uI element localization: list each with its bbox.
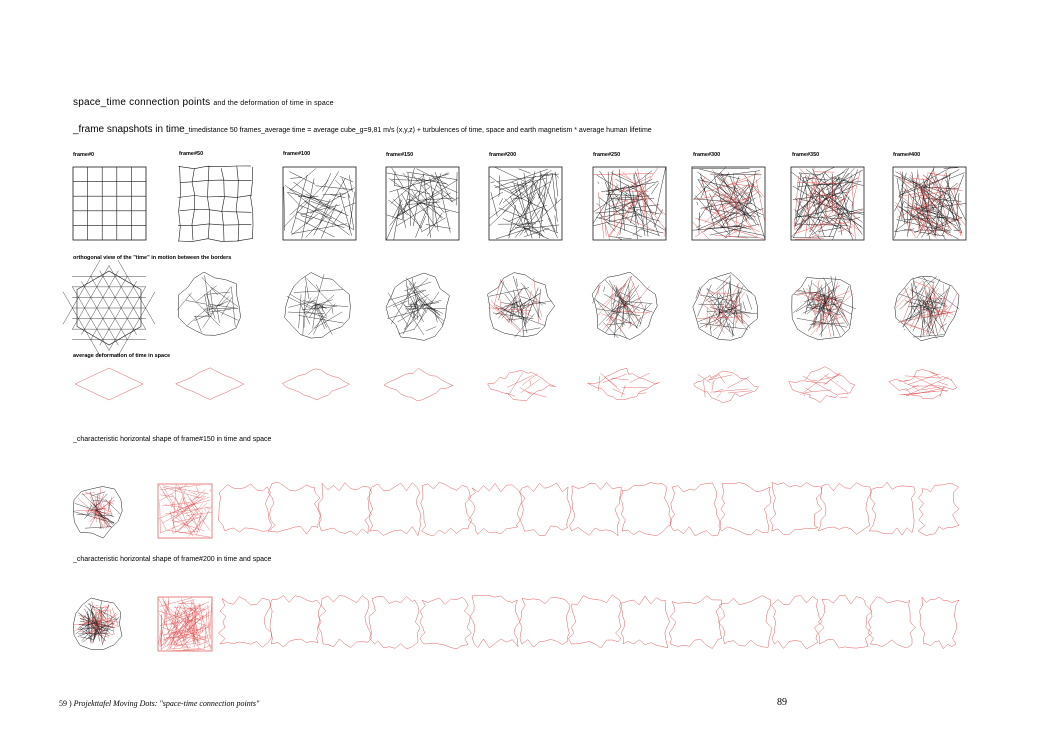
deformation-shape-2 bbox=[282, 369, 349, 400]
frame-snapshot-1 bbox=[178, 166, 253, 242]
caption-text: Projekttafel Moving Dots: "space-time connection points" bbox=[73, 699, 260, 708]
orthogonal-view-4 bbox=[488, 273, 555, 338]
frame-label-0: frame#0 bbox=[73, 152, 95, 158]
subtitle-sub: _timedistance 50 frames_average time = average cube_g=9,81 m/s (x,y,z) + turbulences of time, space and earth magnetism * average human lifetime bbox=[184, 127, 652, 134]
frame-label-7: frame#350 bbox=[792, 152, 820, 158]
orthogonal-view-3 bbox=[386, 273, 450, 340]
section-label-frame200: _characteristic horizontal shape of frame#200 in time and space bbox=[73, 556, 272, 563]
section-1-globe bbox=[73, 487, 122, 539]
frame-label-3: frame#150 bbox=[386, 152, 414, 158]
caption-number: 59 ) bbox=[59, 699, 72, 708]
deformation-shape-6 bbox=[694, 371, 759, 403]
section-label-frame150: _characteristic horizontal shape of frame#150 in time and space bbox=[73, 436, 272, 443]
frame-snapshot-8 bbox=[893, 167, 966, 240]
page-number: 89 bbox=[777, 697, 787, 708]
section-1-red-square bbox=[158, 484, 212, 538]
frame-snapshot-2 bbox=[283, 167, 356, 240]
frame-snapshot-7 bbox=[791, 167, 864, 240]
frame-label-6: frame#300 bbox=[693, 152, 721, 158]
frame-label-1: frame#50 bbox=[179, 151, 204, 157]
section-2-sequence bbox=[218, 595, 959, 649]
deformation-shape-5 bbox=[588, 368, 660, 399]
orthogonal-view-6 bbox=[693, 273, 758, 341]
orthogonal-view-5 bbox=[592, 272, 657, 339]
deformation-shape-0 bbox=[75, 368, 143, 400]
section-2-red-square bbox=[158, 597, 212, 651]
section-1-sequence bbox=[218, 482, 959, 536]
orthogonal-view-8 bbox=[895, 276, 959, 341]
orthogonal-view-0 bbox=[63, 260, 155, 356]
deformation-shape-4 bbox=[488, 370, 556, 400]
frame-label-2: frame#100 bbox=[283, 151, 311, 157]
frame-snapshot-0 bbox=[73, 167, 146, 240]
row-label-deformation: average deformation of time in space bbox=[73, 353, 171, 359]
orthogonal-view-2 bbox=[285, 273, 351, 339]
deformation-shape-8 bbox=[889, 369, 957, 399]
section-2-globe bbox=[74, 598, 123, 650]
frame-snapshot-4 bbox=[489, 167, 562, 240]
title-sub: and the deformation of time in space bbox=[213, 100, 334, 107]
deformation-shape-7 bbox=[789, 367, 855, 403]
frame-snapshot-6 bbox=[692, 167, 765, 240]
orthogonal-view-1 bbox=[177, 272, 240, 335]
frame-snapshot-3 bbox=[386, 167, 459, 240]
subtitle-main: _frame snapshots in time bbox=[73, 124, 185, 135]
frame-snapshot-5 bbox=[593, 167, 666, 240]
deformation-shape-3 bbox=[384, 368, 453, 401]
orthogonal-view-7 bbox=[792, 276, 856, 340]
frame-label-5: frame#250 bbox=[593, 152, 621, 158]
title-main: space_time connection points bbox=[73, 97, 211, 108]
frame-label-8: frame#400 bbox=[893, 152, 921, 158]
deformation-shape-1 bbox=[176, 368, 244, 400]
frame-label-4: frame#200 bbox=[489, 152, 517, 158]
row-label-orthogonal: orthogonal view of the "time" in motion between the borders bbox=[73, 255, 232, 261]
